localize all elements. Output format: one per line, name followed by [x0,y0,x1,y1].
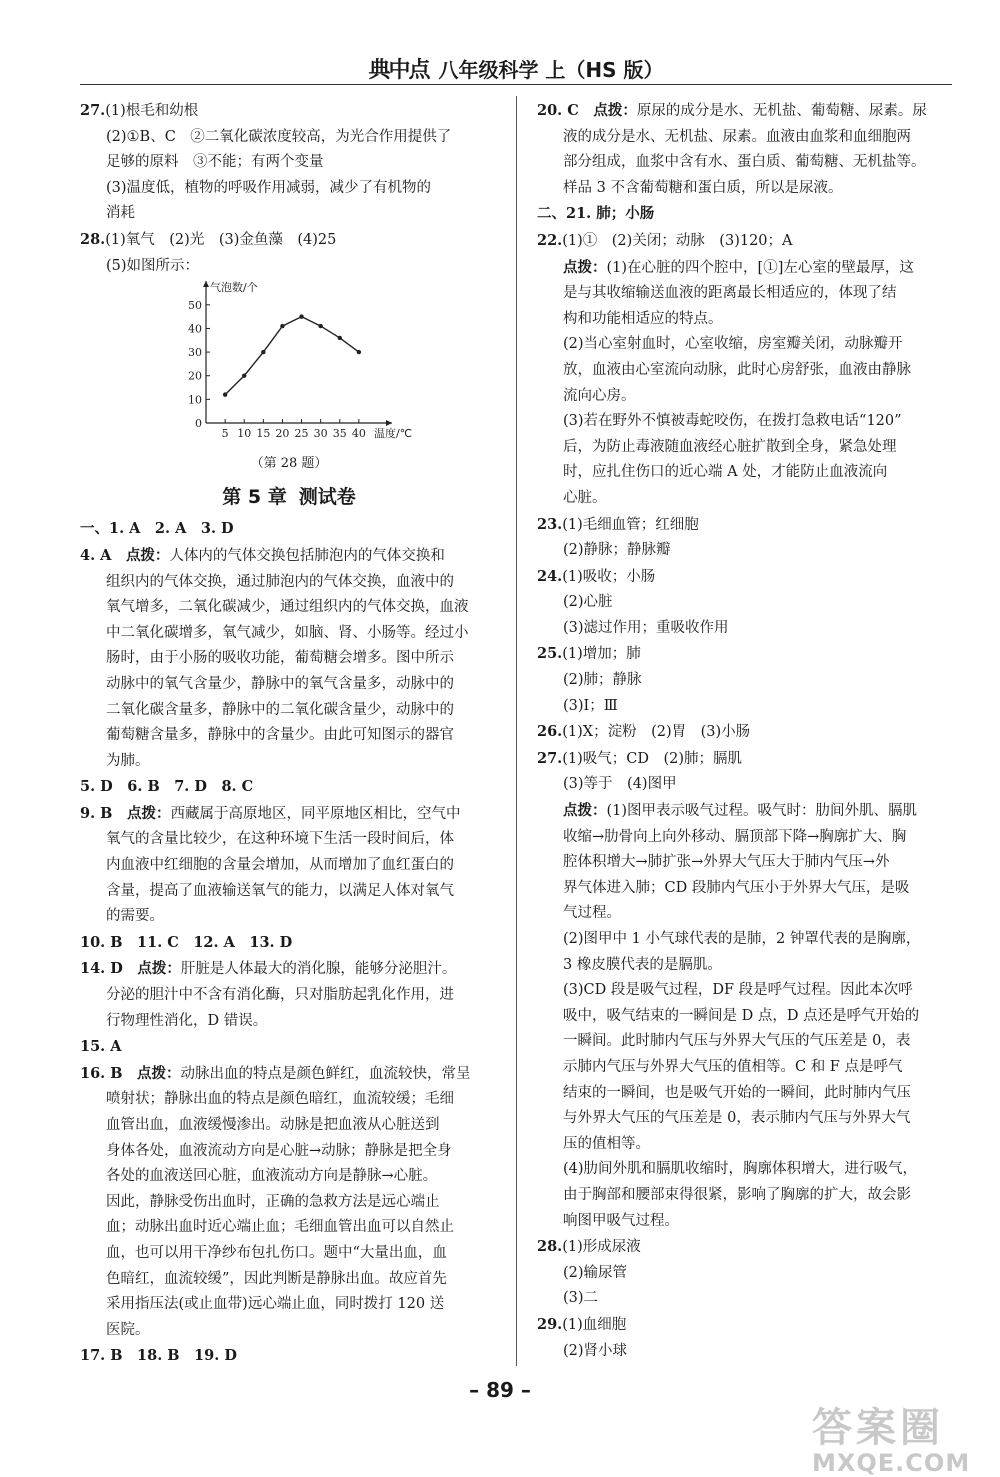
y-axis-arrow [203,281,209,287]
answer-27 [80,98,498,227]
question-number: 26. [537,723,563,741]
question-number: 23. [537,515,563,533]
question-number: 27. [80,102,106,119]
answer-text: 3 橡皮膜代表的是膈肌。 [563,956,722,973]
answer-text: (5)如图所示： [106,257,200,274]
data-point [318,324,322,328]
answer-text: 动脉出血的特点是颜色鲜红，血流较快，常呈 [180,1065,471,1082]
answer-text: (1)吸气；CD (2)肺；膈肌 [562,750,743,767]
header-title: 八年级科学 上（HS 版） [438,57,664,82]
hint-label: 点拨： [563,802,607,820]
answer-text: 医院。 [106,1321,150,1338]
data-point [242,374,246,378]
answer-text: 压的值相等。 [563,1135,650,1152]
answer-text: 人体内的气体交换包括肺泡内的气体交换和 [169,547,445,564]
answer-text: 采用指压法(或止血带)远心端止血，同时拨打 120 送 [106,1296,445,1313]
brand-logo: 典中点 [368,57,429,83]
chapter-number: 第 5 章 [222,485,287,508]
answer-text: 示肺内气压与外界大气压的值相等。C 和 F 点是呼气 [563,1058,903,1075]
question-number: 25. [537,645,563,663]
answer-text: (1)氧气 (2)光 (3)金鱼藻 (4)25 [105,231,337,248]
answer-text: (3)二 [563,1290,599,1307]
answer-text: 界气体进入肺；CD 段肺内气压小于外界大气压，是吸 [563,879,910,896]
data-point [223,393,227,397]
answer-28 [80,227,498,279]
question-number: 9. B [80,804,113,822]
question-number: 24. [537,567,563,585]
answer-text: (2)当心室射血时，心室收缩，房室瓣关闭，动脉瓣开 [563,336,903,353]
question-number: 22. [537,231,563,249]
answer-20 [537,98,949,201]
x-tick-label: 20 [275,427,290,441]
hint-label: 点拨： [137,960,181,978]
page-number: – 89 – [469,1378,531,1402]
answer-text: (3)温度低，植物的呼吸作用减弱，减少了有机物的 [106,179,432,196]
x-tick-label: 5 [221,427,229,441]
answer-text: (1)形成尿液 [562,1239,641,1256]
answer-text: (1)毛细血管；红细胞 [562,516,699,533]
answer-text: 肝脏是人体最大的消化腺，能够分泌胆汁。 [180,961,457,978]
data-point [299,315,303,319]
chart-caption: （第 28 题） [250,456,328,472]
answer-text: 氧气的含量比较少，在这种环境下生活一段时间后，体 [106,831,454,848]
answer-text: 放，血液由心室流向动脉，此时心房舒张，血液由静脉 [563,361,911,378]
watermark-cn: 答案圈 [812,1405,944,1451]
answer-text: (3)CD 段是吸气过程，DF 段是呼气过程。因此本次呼 [563,982,913,999]
bubble-temperature-chart [176,281,416,449]
answer-text: 二、21. 肺；小肠 [537,205,655,223]
data-point [280,324,284,328]
column-divider [516,96,517,1366]
answer-text: 由于胸部和腰部束得很紧，影响了胸廓的扩大，故会影 [563,1186,911,1203]
answer-text: 5. D 6. B 7. D 8. C [80,778,254,796]
hint-label: 点拨： [563,258,607,276]
answer-14 [80,956,498,1034]
answer-text: 样品 3 不含葡萄糖和蛋白质，所以是尿液。 [563,179,843,196]
watermark-en: MXQE.COM [812,1449,971,1477]
answer-text: 结束的一瞬间，也是吸气开始的一瞬间，此时肺内气压 [563,1084,911,1101]
answer-text: 时，应扎住伤口的近心端 A 处，才能防止血液流向 [563,464,888,481]
y-tick-label: 10 [188,393,202,407]
answer-text: 部分组成，血浆中含有水、蛋白质、葡萄糖、无机盐等。 [563,154,926,171]
question-number: 16. B [80,1064,123,1082]
answer-24 [537,564,949,642]
question-number: 28. [80,230,106,248]
watermark [812,1396,970,1477]
chapter-name: 测试卷 [298,485,356,508]
answer-text: 17. B 18. B 19. D [80,1347,237,1365]
answer-text: 收缩→肋骨向上向外移动、膈顶部下降→胸廓扩大、胸 [563,828,907,845]
answer-text: (1)① (2)关闭；动脉 (3)120；A [562,232,793,249]
answer-text: (2)肺；静脉 [563,672,642,689]
answer-text: 一、1. A 2. A 3. D [80,520,234,538]
answer-text: 的需要。 [106,908,164,925]
x-tick-label: 30 [313,427,328,441]
answer-text: 分泌的胆汁中不含有消化酶，只对脂肪起乳化作用，进 [106,987,454,1004]
answer-text: 组织内的气体交换，通过肺泡内的气体交换，血液中的 [106,573,454,590]
y-tick-label: 0 [195,417,202,431]
answer-text: 葡萄糖含量多，静脉中的含量少。由此可知图示的器官 [106,727,454,744]
answer-text: 响图甲吸气过程。 [563,1212,679,1229]
y-tick-label: 20 [188,369,202,383]
page-header [80,52,952,85]
answer-29 [537,1312,949,1364]
answer-text: 是与其收缩输送血液的距离最长相适应的，体现了结 [563,285,897,302]
answer-25 [537,641,949,719]
question-number: 14. D [80,960,123,978]
data-point [261,350,265,354]
answer-text: 血管出血，血液缓慢渗出。动脉是把血液从心脏送到 [106,1117,440,1133]
answer-text: 血，也可以用干净纱布包扎伤口。题中“大量出血，血 [106,1244,447,1261]
y-tick-label: 50 [188,298,202,312]
hint-label: 点拨： [593,102,637,119]
answer-27-right [537,746,949,1234]
answer-text: (1)图甲表示吸气过程。吸气时：肋间外肌、膈肌 [606,803,918,820]
series-line [225,317,359,395]
x-tick-label: 35 [332,427,347,441]
hint-label: 点拨： [137,1064,181,1082]
x-tick-label: 10 [237,427,252,441]
answer-text: (1)增加；肺 [562,646,641,663]
answer-text: 二氧化碳含量多，静脉中的二氧化碳含量少，动脉中的 [106,701,454,718]
answer-text: 身体各处，血液流动方向是心脏→动脉；静脉是把全身 [106,1142,452,1159]
answer-text: 西藏属于高原地区，同平原地区相比，空气中 [170,805,461,822]
answer-text: 氧气增多，二氧化碳减少，通过组织内的气体交换，血液 [106,599,469,616]
answer-text: 中二氧化碳增多，氧气减少，如脑、肾、小肠等。经过小 [106,624,469,641]
answer-text: (1)X；淀粉 (2)胃 (3)小肠 [562,724,751,741]
y-tick-label: 30 [188,346,202,360]
chart-svg [176,281,416,449]
answer-text: 消耗 [106,205,135,222]
answer-text: 气过程。 [563,905,621,922]
answer-text: 腔体积增大→肺扩张→外界大气压大于肺内气压→外 [563,854,890,871]
answer-text: 喷射状；静脉出血的特点是颜色暗红，血流较缓；毛细 [106,1091,454,1108]
answer-22 [537,228,949,512]
answer-text: 行物理性消化，D 错误。 [106,1012,268,1029]
answer-text: 各处的血液送回心脏，血液流动方向是静脉→心脏。 [106,1168,438,1185]
answer-text: 血；动脉出血时近心端止血；毛细血管出血可以自然止 [106,1219,454,1236]
answer-26 [537,719,949,746]
answer-text: 内血液中红细胞的含量会增加，从而增加了血红蛋白的 [106,857,454,874]
answer-28-right [537,1234,949,1312]
answer-text: (1)血细胞 [562,1316,627,1333]
section-one-answers [80,516,498,543]
answer-text: 原尿的成分是水、无机盐、葡萄糖、尿素。尿 [636,103,927,119]
answer-text: (3)Ⅰ；Ⅲ [563,697,618,714]
answer-text: (3)若在野外不慎被毒蛇咬伤，在拨打急救电话“120” [563,413,902,430]
answer-text: 液的成分是水、无机盐、尿素。血液由血浆和血细胞两 [563,128,911,145]
answer-text: (1)在心脏的四个腔中，[①]左心室的壁最厚，这 [606,259,914,276]
answer-4 [80,543,498,774]
answer-text: (1)根毛和幼根 [105,103,199,119]
answer-text: (4)肋间外肌和膈肌收缩时，胸廓体积增大，进行吸气， [563,1161,918,1178]
answer-text: 心脏。 [563,489,607,506]
x-axis-label: 温度/℃ [374,427,413,441]
answer-text: 色暗红，血流较缓”，因此判断是静脉出血。故应首先 [106,1270,447,1287]
question-number: 20. C [537,102,579,119]
answer-text: (3)等于 (4)图甲 [563,776,677,793]
data-point [357,350,361,354]
answer-text: 后，为防止毒液随血液经心脏扩散到全身，紧急处理 [563,438,897,455]
answer-text: 动脉中的氧气含量少，静脉中的氧气含量多，动脉中的 [106,675,454,692]
hint-label: 点拨： [126,804,171,822]
answer-text: (1)吸收；小肠 [562,568,656,585]
hint-label: 点拨： [125,546,170,564]
answer-text: 为肺。 [106,752,150,769]
answer-text: 足够的原料 ③不能；有两个变量 [106,154,324,171]
x-tick-label: 40 [351,427,366,441]
answer-text: 含量，提高了血液输送氧气的能力，以满足人体对氧气 [106,882,454,899]
answer-text: (2)肾小球 [563,1342,628,1359]
answer-text: 与外界大气压的气压差是 0，表示肺内气压与外界大气 [563,1110,911,1127]
question-number: 4. A [80,546,112,564]
y-tick-label: 40 [188,322,202,336]
x-axis-arrow [386,420,392,426]
x-tick-label: 25 [294,427,309,441]
y-axis-label: 气泡数/个 [210,281,258,295]
answer-text: (2)心脏 [563,594,613,611]
answer-text: 肠时，由于小肠的吸收功能，葡萄糖会增多。图中所示 [106,650,454,667]
data-point [338,336,342,340]
answer-text: (2)图甲中 1 小气球代表的是肺，2 钟罩代表的是胸廓， [563,931,921,947]
chapter-title [80,485,498,511]
answer-text: 流向心房。 [563,387,636,404]
answer-text: 因此，静脉受伤出血时，正确的急救方法是远心端止 [106,1193,440,1210]
question-number: 28. [537,1238,563,1256]
x-tick-label: 15 [256,427,271,441]
answer-9 [80,801,498,930]
answer-text: (2)①B、C ②二氧化碳浓度较高，为光合作用提供了 [106,128,452,145]
answer-text: 构和功能相适应的特点。 [563,310,723,327]
answer-text: 一瞬间。此时肺内气压与外界大气压的气压差是 0，表 [563,1033,911,1050]
answer-text: 10. B 11. C 12. A 13. D [80,933,293,951]
answer-text: (2)输尿管 [563,1264,628,1281]
answer-text: 15. A [80,1038,122,1056]
answer-text: 吸中，吸气结束的一瞬间是 D 点，D 点还是呼气开始的 [563,1007,920,1024]
question-number: 27. [537,749,563,767]
left-column [80,98,498,1370]
answer-23 [537,512,949,564]
answer-16 [80,1061,498,1344]
question-number: 29. [537,1315,563,1333]
answer-text: (2)静脉；静脉瓣 [563,542,671,559]
right-column [537,98,949,1364]
answer-text: (3)滤过作用；重吸收作用 [563,619,729,636]
